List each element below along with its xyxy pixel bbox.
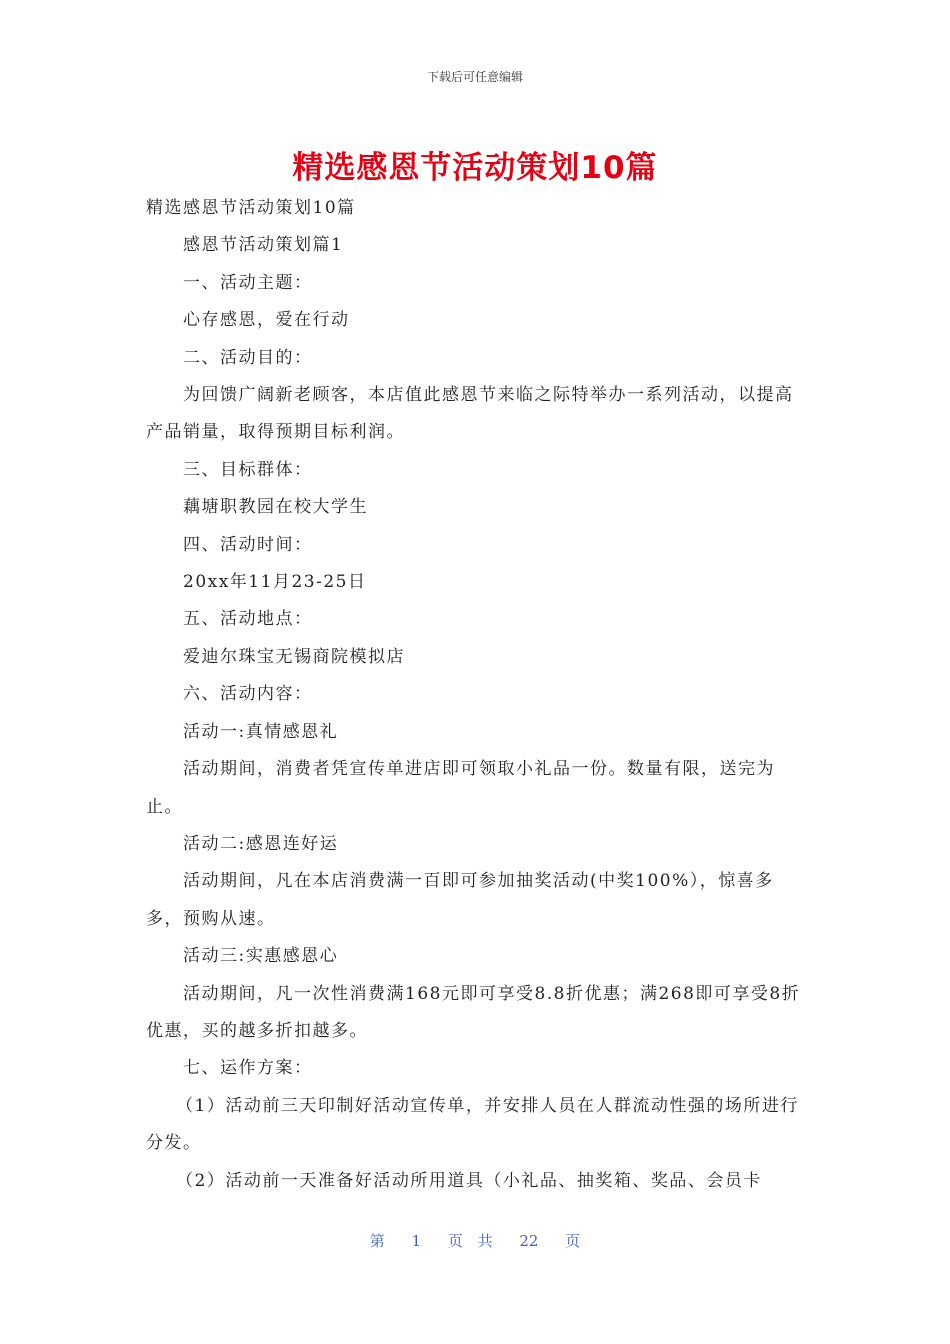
paragraph-intro: 精选感恩节活动策划10篇	[146, 198, 356, 218]
footer-label-post: 页	[565, 1232, 581, 1250]
footer-page-total: 22	[519, 1232, 539, 1250]
footer-label-mid: 页 共	[447, 1232, 493, 1250]
paragraph-heading-purpose: 二、活动目的：	[183, 347, 313, 368]
paragraph-activity-2-title: 活动二:感恩连好运	[183, 833, 339, 854]
footer-page-current: 1	[411, 1232, 422, 1250]
paragraph-heading-location: 五、活动地点：	[183, 609, 313, 630]
paragraph-heading-plan: 七、运作方案：	[183, 1058, 313, 1079]
paragraph-location: 爱迪尔珠宝无锡商院模拟店	[183, 646, 405, 667]
paragraph-activity-2: 活动期间，凡在本店消费满一百即可参加抽奖活动(中奖100%），惊喜多多，预购从速。	[146, 871, 774, 929]
paragraph-target: 藕塘职教园在校大学生	[183, 497, 368, 518]
document-title: 精选感恩节活动策划10篇	[292, 150, 658, 186]
document-body	[146, 190, 806, 1200]
header-note: 下载后可任意编辑	[426, 70, 523, 84]
paragraph-purpose: 为回馈广阔新老顾客，本店值此感恩节来临之际特举办一系列活动，以提高产品销量，取得预期目标利润。	[146, 385, 794, 443]
paragraph-activity-3: 活动期间，凡一次性消费满168元即可享受8.8折优惠；满268即可享受8折优惠，买的越多折扣越多。	[146, 983, 801, 1041]
paragraph-activity-1-title: 活动一:真情感恩礼	[183, 721, 339, 742]
paragraph-time: 20xx年11月23-25日	[183, 572, 367, 593]
paragraph-plan-2: （2）活动前一天准备好活动所用道具（小礼品、抽奖箱、奖品、会员卡	[176, 1170, 762, 1191]
paragraph-heading-content: 六、活动内容：	[183, 684, 313, 705]
paragraph-heading-target: 三、目标群体：	[183, 459, 313, 480]
paragraph-section-title: 感恩节活动策划篇1	[183, 235, 344, 256]
paragraph-theme: 心存感恩，爱在行动	[183, 310, 350, 331]
paragraph-heading-time: 四、活动时间：	[183, 534, 313, 555]
paragraph-activity-1: 活动期间，消费者凭宣传单进店即可领取小礼品一份。数量有限，送完为止。	[146, 759, 775, 817]
paragraph-plan-1: （1）活动前三天印制好活动宣传单，并安排人员在人群流动性强的场所进行分发。	[146, 1095, 799, 1154]
page-footer	[0, 1230, 950, 1251]
paragraph-heading-theme: 一、活动主题：	[183, 272, 313, 293]
paragraph-activity-3-title: 活动三:实惠感恩心	[183, 946, 339, 967]
footer-label-pre: 第	[369, 1232, 385, 1250]
